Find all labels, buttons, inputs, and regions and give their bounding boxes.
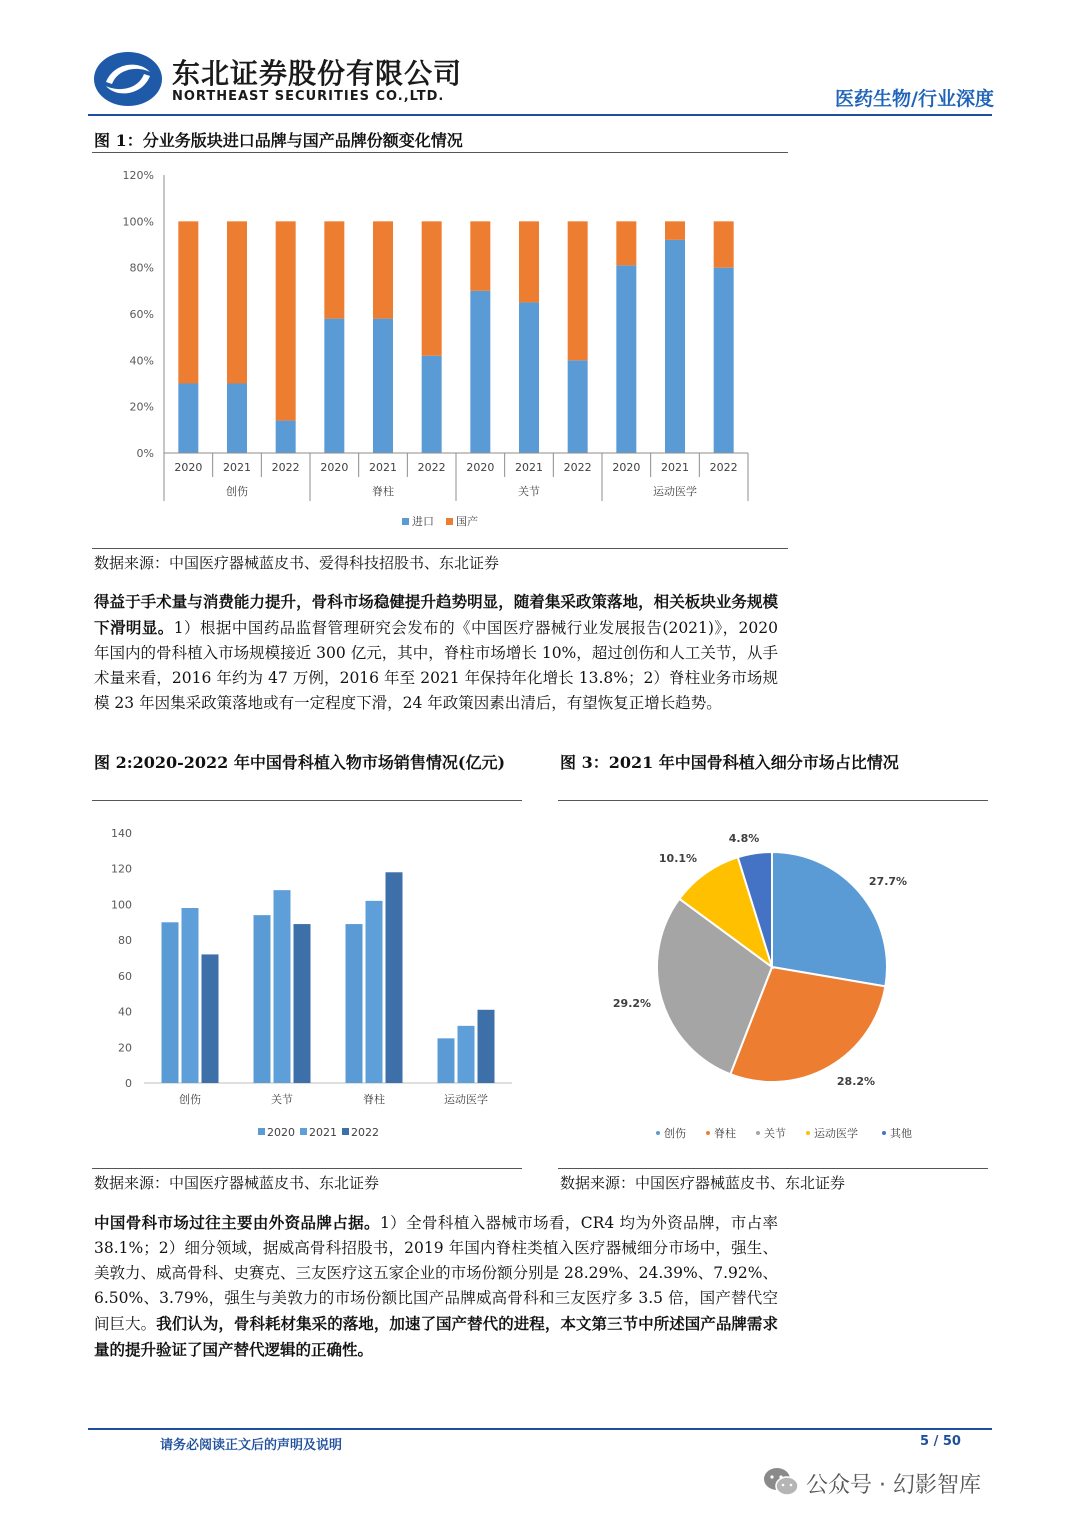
- y-tick-label: 80: [118, 934, 132, 948]
- company-logo: [92, 50, 164, 108]
- x-tick-label: 2020: [320, 461, 349, 474]
- bar-2021: [366, 901, 383, 1083]
- bar-domestic: [470, 221, 490, 290]
- fig2-title-rule: [92, 800, 522, 801]
- group-label: 脊柱: [372, 485, 394, 498]
- paragraph-2-lead: 中国骨科市场过往主要由外资品牌占据。: [94, 1213, 380, 1232]
- slice-value-label: 27.7%: [868, 875, 908, 888]
- x-tick-label: 关节: [271, 1093, 293, 1106]
- legend-swatch: [300, 1128, 307, 1135]
- fig1-source: 数据来源：中国医疗器械蓝皮书、爱得科技招股书、东北证券: [94, 554, 500, 572]
- legend-swatch: [882, 1131, 886, 1135]
- fig3-source-rule: [558, 1168, 988, 1169]
- bar-import: [665, 240, 685, 453]
- x-tick-label: 2021: [515, 461, 543, 474]
- bar-domestic: [276, 221, 296, 420]
- legend-swatch: [402, 518, 409, 525]
- y-tick-label: 80%: [129, 261, 154, 275]
- y-tick-label: 120%: [122, 169, 154, 182]
- x-tick-label: 2022: [417, 461, 446, 474]
- bar-import: [422, 356, 442, 453]
- legend-swatch: [806, 1131, 810, 1135]
- bar-import: [568, 360, 588, 453]
- slice-value-label: 29.2%: [612, 997, 652, 1010]
- y-tick-label: 140: [111, 827, 132, 840]
- y-tick-label: 40: [118, 1005, 132, 1019]
- bar-import: [470, 291, 490, 453]
- logo-mark-icon: [92, 50, 164, 108]
- legend-label: 脊柱: [714, 1127, 736, 1140]
- x-tick-label: 2021: [223, 461, 251, 474]
- bar-import: [178, 384, 198, 454]
- paragraph-2-conclusion: 我们认为，骨科耗材集采的落地，加速了国产替代的进程，本文第三节中所述国产品牌需求量的提升验证了国产替代逻辑的正确性。: [94, 1314, 778, 1359]
- bar-2022: [386, 872, 403, 1083]
- bar-2021: [274, 890, 291, 1083]
- fig2-grouped-bar-chart: [92, 812, 522, 1152]
- y-tick-label: 0%: [136, 447, 154, 460]
- legend-label: 2022: [351, 1126, 379, 1139]
- bar-import: [616, 265, 636, 453]
- report-section: 医药生物/行业深度: [835, 88, 994, 110]
- group-label: 创伤: [226, 485, 248, 498]
- wechat-icon: [762, 1466, 800, 1502]
- legend-swatch: [656, 1131, 660, 1135]
- legend-swatch: [756, 1131, 760, 1135]
- legend-label: 2020: [267, 1126, 295, 1139]
- bar-import: [714, 268, 734, 453]
- bar-2022: [478, 1010, 495, 1083]
- y-tick-label: 60: [118, 969, 132, 983]
- bar-domestic: [373, 221, 393, 318]
- paragraph-2: [94, 1210, 778, 1363]
- bar-2020: [438, 1038, 455, 1083]
- group-label: 关节: [518, 485, 540, 498]
- company-name-cn: 东北证券股份有限公司: [172, 57, 463, 90]
- slice-value-label: 28.2%: [836, 1075, 876, 1088]
- paragraph-1-lead: 得益于手术量与消费能力提升，骨科市场稳健提升趋势明显，随着集采政策落地，相关板块业务规模下滑明显。: [94, 592, 778, 637]
- legend-label: 国产: [456, 515, 478, 528]
- slice-value-label: 4.8%: [728, 832, 760, 845]
- legend-swatch: [446, 518, 453, 525]
- x-tick-label: 2022: [271, 461, 300, 474]
- y-tick-label: 20: [118, 1041, 132, 1055]
- bar-import: [519, 302, 539, 453]
- paragraph-1: [94, 589, 778, 716]
- y-tick-label: 120: [111, 862, 132, 876]
- legend-label: 创伤: [664, 1127, 686, 1140]
- watermark-text: 公众号 · 幻影智库: [806, 1473, 981, 1498]
- fig1-source-rule: [92, 548, 788, 549]
- y-tick-label: 60%: [129, 308, 154, 321]
- fig3-pie-chart: [558, 812, 988, 1152]
- x-tick-label: 2022: [709, 461, 738, 474]
- group-label: 运动医学: [653, 485, 697, 498]
- x-tick-label: 运动医学: [444, 1093, 488, 1106]
- x-tick-label: 2020: [466, 461, 495, 474]
- pie-slice: [772, 852, 887, 986]
- bar-domestic: [519, 221, 539, 302]
- fig1-stacked-bar-chart: [92, 158, 792, 542]
- y-tick-label: 20%: [129, 400, 154, 414]
- bar-domestic: [616, 221, 636, 265]
- header-divider: [88, 114, 992, 116]
- legend-swatch: [706, 1131, 710, 1135]
- bar-import: [373, 319, 393, 453]
- bar-import: [276, 421, 296, 453]
- x-tick-label: 2020: [612, 461, 641, 474]
- legend-label: 其他: [890, 1127, 912, 1140]
- footer-notice: 请务必阅读正文后的声明及说明: [160, 1438, 343, 1453]
- legend-label: 进口: [412, 515, 434, 528]
- bar-domestic: [227, 221, 247, 383]
- bar-import: [227, 384, 247, 454]
- bar-2020: [346, 924, 363, 1083]
- bar-domestic: [422, 221, 442, 355]
- bar-domestic: [324, 221, 344, 318]
- x-tick-label: 2022: [563, 461, 592, 474]
- legend-swatch: [258, 1128, 265, 1135]
- fig3-source: 数据来源：中国医疗器械蓝皮书、东北证券: [560, 1174, 846, 1192]
- paragraph-2-body: 1）全骨科植入器械市场看，CR4 均为外资品牌，市占率 38.1%；2）细分领域，据威高骨科招股书，2019 年国内脊柱类植入医疗器械细分市场中，强生、美敦力、威高骨科、史赛克、三友医疗这五家企业的市场份额分别是 28.29%、24.39%、7.92%、6.50%、3.79%，强生与美敦力的市场份额比国产品牌威高骨科和三友医疗多 3.5 倍，国产替代空间巨大。: [94, 1214, 778, 1333]
- bar-2022: [294, 924, 311, 1083]
- bar-domestic: [665, 221, 685, 240]
- y-tick-label: 100%: [122, 215, 154, 229]
- bar-domestic: [714, 221, 734, 267]
- fig3-title: 图 3：2021 年中国骨科植入细分市场占比情况: [560, 753, 899, 772]
- fig2-source: 数据来源：中国医疗器械蓝皮书、东北证券: [94, 1174, 380, 1192]
- bar-2021: [458, 1026, 475, 1083]
- bar-domestic: [178, 221, 198, 383]
- fig3-title-rule: [558, 800, 988, 801]
- legend-label: 2021: [309, 1126, 337, 1139]
- legend-swatch: [342, 1128, 349, 1135]
- bar-2020: [254, 915, 271, 1083]
- slice-value-label: 10.1%: [658, 852, 698, 865]
- company-name-en: NORTHEAST SECURITIES CO.,LTD.: [172, 89, 445, 104]
- y-tick-label: 40%: [129, 354, 154, 368]
- bar-2022: [202, 954, 219, 1083]
- bar-2021: [182, 908, 199, 1083]
- bar-2020: [162, 922, 179, 1083]
- x-tick-label: 脊柱: [363, 1093, 385, 1106]
- y-tick-label: 100: [111, 898, 132, 912]
- footer-divider: [88, 1428, 992, 1430]
- fig2-title: 图 2:2020-2022 年中国骨科植入物市场销售情况(亿元): [94, 753, 506, 772]
- fig2-source-rule: [92, 1168, 522, 1169]
- page-number: 5 / 50: [920, 1434, 961, 1449]
- legend-label: 运动医学: [814, 1127, 858, 1140]
- y-tick-label: 0: [125, 1077, 132, 1090]
- legend-label: 关节: [764, 1127, 786, 1140]
- paragraph-1-body: 1）根据中国药品监督管理研究会发布的《中国医疗器械行业发展报告(2021)》，2020 年国内的骨科植入市场规模接近 300 亿元，其中，脊柱市场增长 10%，超过创伤和人工关节，从手术量来看，2016 年约为 47 万例，2016 年至 2021 年保持年化增长 13.8%；2）脊柱业务市场规模 23 年因集采政策落地或有一定程度下滑，24 年政策因素出清后，有望恢复正增长趋势。: [94, 619, 778, 712]
- x-tick-label: 2020: [174, 461, 203, 474]
- bar-import: [324, 319, 344, 453]
- x-tick-label: 2021: [661, 461, 689, 474]
- x-tick-label: 创伤: [179, 1093, 201, 1106]
- bar-domestic: [568, 221, 588, 360]
- fig1-title: 图 1：分业务版块进口品牌与国产品牌份额变化情况: [94, 131, 463, 150]
- fig1-title-rule: [92, 152, 788, 153]
- x-tick-label: 2021: [369, 461, 397, 474]
